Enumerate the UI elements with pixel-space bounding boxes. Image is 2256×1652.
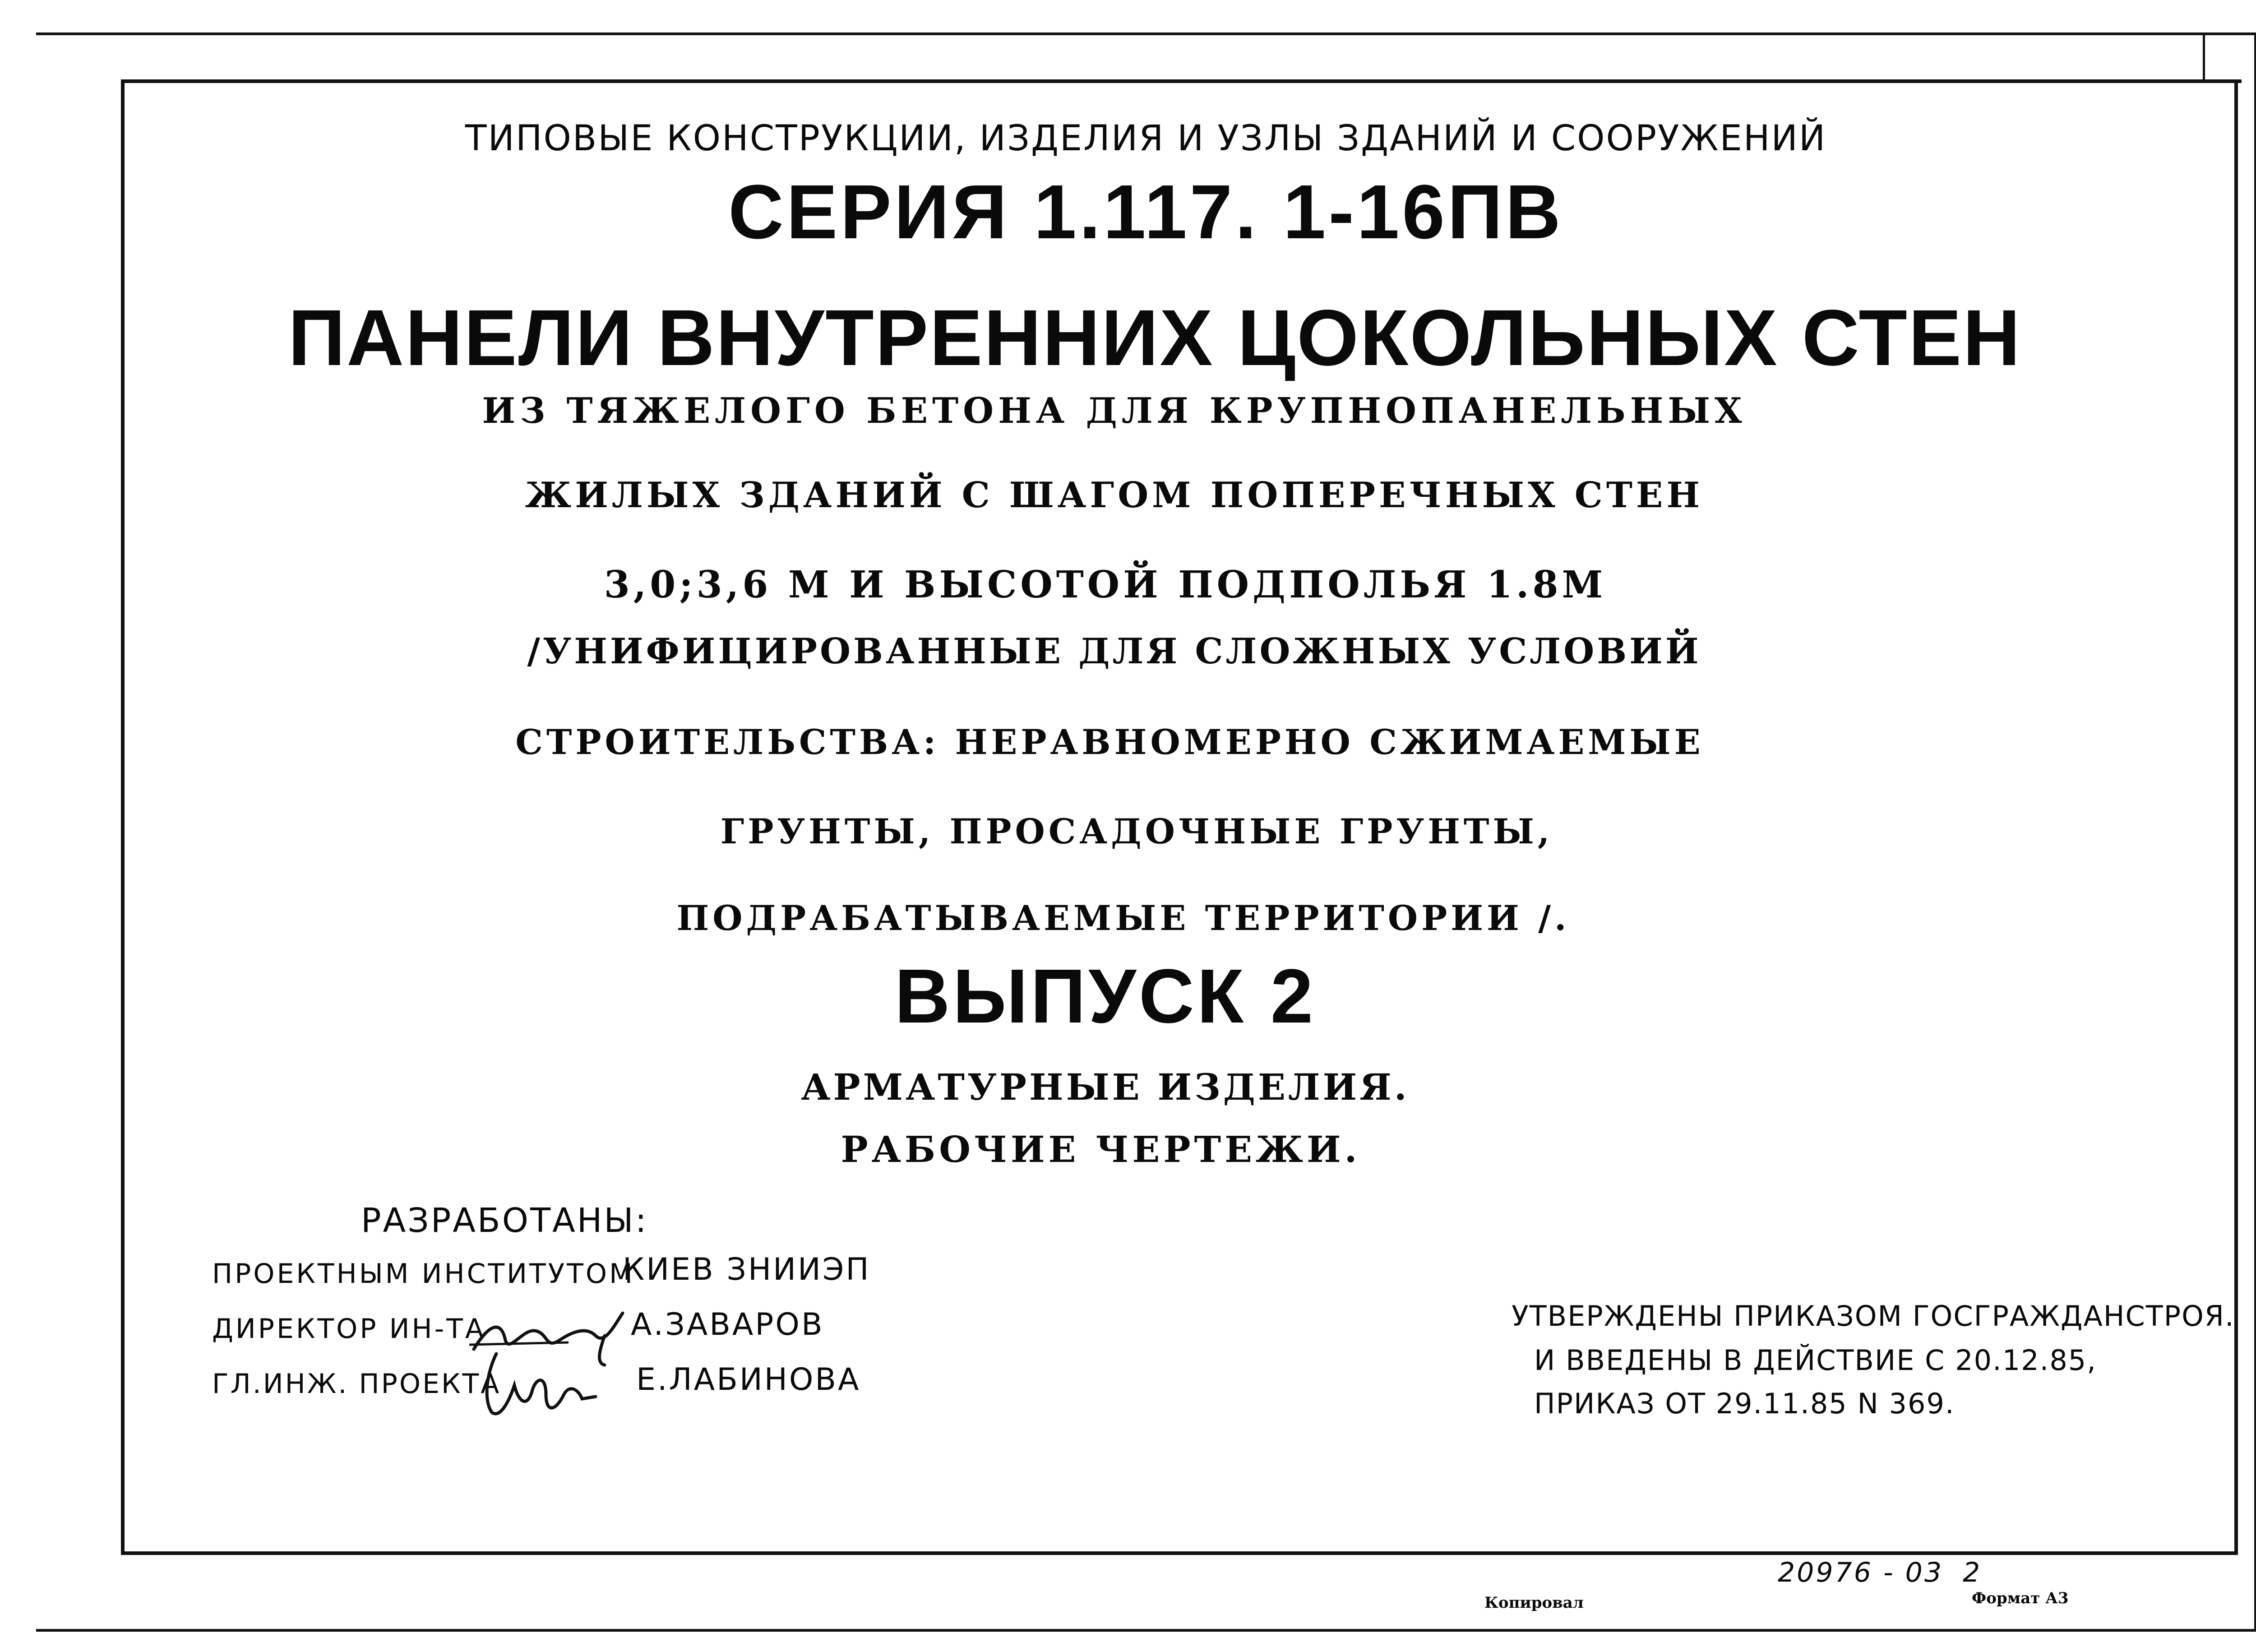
supertitle: ТИПОВЫЕ КОНСТРУКЦИИ, ИЗДЕЛИЯ И УЗЛЫ ЗДАНИЙ И СООРУЖЕНИЙ <box>465 118 1827 159</box>
inner-bottom-line <box>121 1551 2238 1555</box>
inner-top-line <box>121 79 2242 83</box>
corner-box-left <box>2203 32 2205 82</box>
series-title: СЕРИЯ 1.117. 1-16ПВ <box>728 169 1563 255</box>
title-line-5: СТРОИТЕЛЬСТВА: НЕРАВНОМЕРНО СЖИМАЕМЫЕ <box>515 722 1704 762</box>
outer-bottom-line <box>36 1629 2256 1632</box>
approval-line-2: И ВВЕДЕНЫ В ДЕЙСТВИЕ С 20.12.85, <box>1534 1344 2097 1377</box>
copied-label: Копировал <box>1484 1594 1584 1612</box>
approval-line-3: ПРИКАЗ ОТ 29.11.85 N 369. <box>1534 1387 1955 1420</box>
format-label: Формат А3 <box>1972 1589 2069 1607</box>
sheet-number: 2 <box>1963 1557 1982 1588</box>
institute-label: ПРОЕКТНЫМ ИНСТИТУТОМ <box>212 1258 635 1290</box>
issue-subtitle-2: РАБОЧИЕ ЧЕРТЕЖИ. <box>841 1128 1361 1171</box>
issue-label: ВЫПУСК 2 <box>894 953 1316 1039</box>
title-line-3: 3,0;3,6 М И ВЫСОТОЙ ПОДПОЛЬЯ 1.8М <box>604 563 1607 606</box>
title-line-1: ИЗ ТЯЖЕЛОГО БЕТОНА ДЛЯ КРУПНОПАНЕЛЬНЫХ <box>482 390 1747 431</box>
doc-number: 20976 - 03 <box>1778 1557 1944 1588</box>
engineer-label: ГЛ.ИНЖ. ПРОЕКТА <box>212 1368 501 1400</box>
engineer-signature <box>478 1345 605 1421</box>
engineer-name: Е.ЛАБИНОВА <box>636 1362 861 1397</box>
title-line-4: /УНИФИЦИРОВАННЫЕ ДЛЯ СЛОЖНЫХ УСЛОВИЙ <box>527 631 1701 672</box>
director-name: А.ЗАВАРОВ <box>631 1307 824 1342</box>
main-title: ПАНЕЛИ ВНУТРЕННИХ ЦОКОЛЬНЫХ СТЕН <box>288 294 2022 382</box>
director-label: ДИРЕКТОР ИН-ТА <box>212 1313 486 1345</box>
institute-name: КИЕВ ЗНИИЭП <box>623 1252 871 1287</box>
issue-subtitle-1: АРМАТУРНЫЕ ИЗДЕЛИЯ. <box>801 1066 1410 1108</box>
approval-line-1: УТВЕРЖДЕНЫ ПРИКАЗОМ ГОСГРАЖДАНСТРОЯ. <box>1512 1300 2235 1333</box>
developed-heading: РАЗРАБОТАНЫ: <box>361 1201 648 1240</box>
title-line-7: ПОДРАБАТЫВАЕМЫЕ ТЕРРИТОРИИ /. <box>676 898 1570 938</box>
title-line-2: ЖИЛЫХ ЗДАНИЙ С ШАГОМ ПОПЕРЕЧНЫХ СТЕН <box>525 475 1704 516</box>
title-line-6: ГРУНТЫ, ПРОСАДОЧНЫЕ ГРУНТЫ, <box>720 811 1553 851</box>
outer-top-line <box>36 32 2256 35</box>
